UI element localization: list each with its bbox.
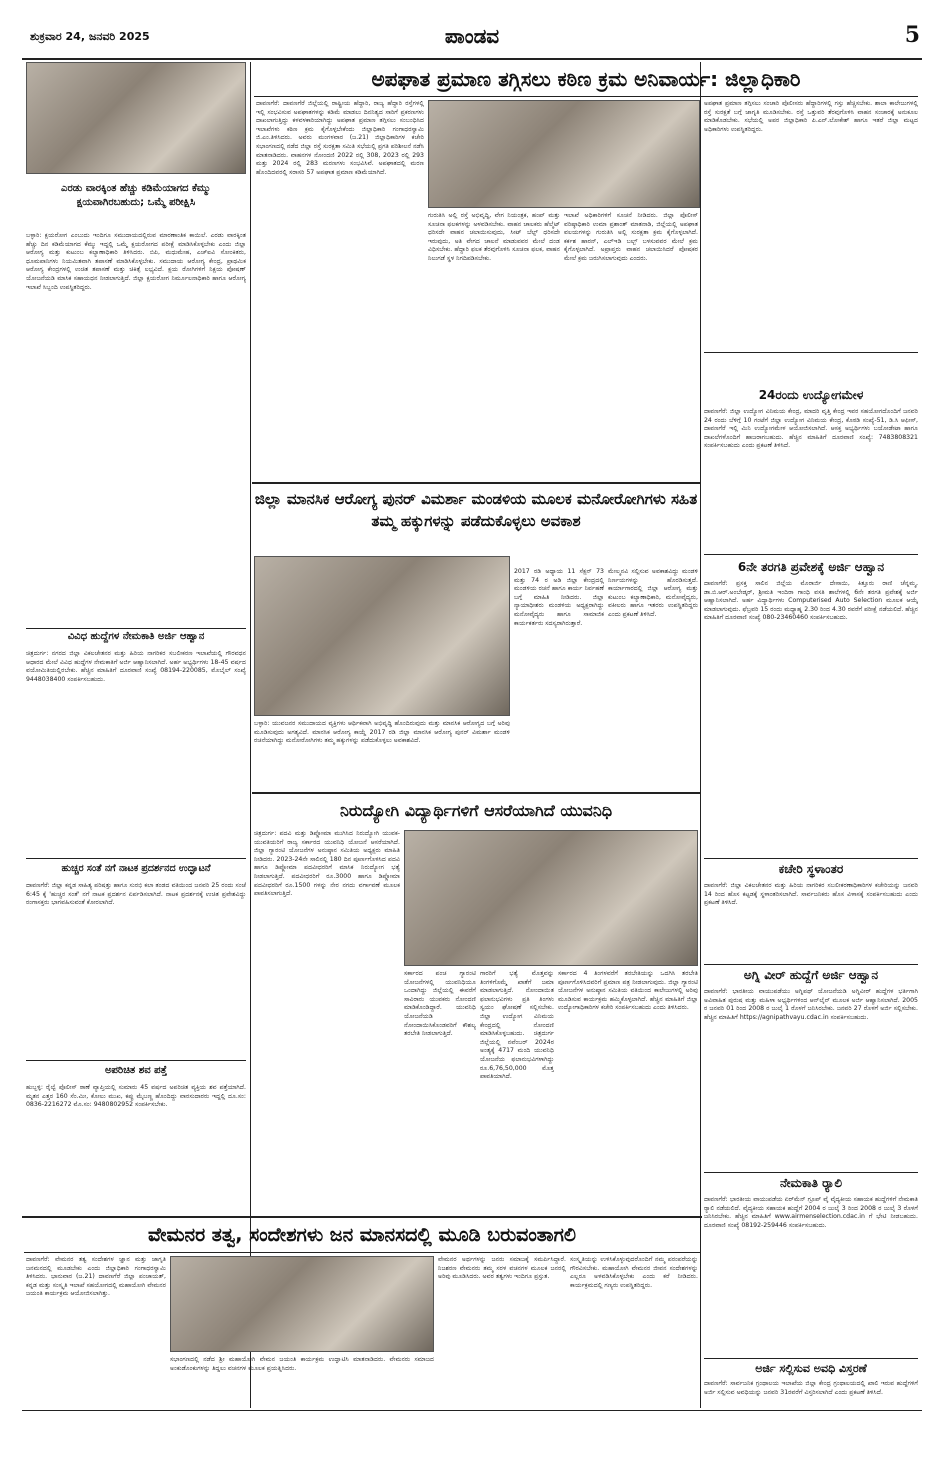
admission-headline: 6ನೇ ತರಗತಿ ಪ್ರವೇಶಕ್ಕೆ ಅರ್ಜಿ ಆಹ್ವಾನ — [737, 560, 885, 574]
job-fair-body: ದಾವಣಗೆರೆ: ಜಿಲ್ಲಾ ಉದ್ಯೋಗ ವಿನಿಮಯ ಕೇಂದ್ರ, ಮಾದರಿ ವೃತ್ತಿ ಕೇಂದ್ರ ಇವರ ಸಹಯೋಗದೊಂದಿಗೆ ಜನವರಿ 24 ರಂದು ಬೆಳಿಗ್ಗೆ 10 ಗಂಟೆಗೆ ಜಿಲ್ಲಾ ಉದ್ಯೋಗ ವಿನಿಮಯ ಕೇಂದ್ರ, ಕೊಠಡಿ ಸಂಖ್ಯೆ-51, ಡಿ.ಸಿ ಆಫೀಸ್, ದಾವಣಗೆರೆ ಇಲ್ಲಿ ಮಿನಿ ಉದ್ಯೋಗಮೇಳ ಆಯೋಜಿಸಲಾಗಿದೆ. ಆಸಕ್ತ ಅಭ್ಯರ್ಥಿಗಳು ಬಯೋಡೇಟಾ ಹಾಗೂ ದಾಖಲೆಗಳೊಂದಿಗೆ ಹಾಜರಾಗಬಹುದು. ಹೆಚ್ಚಿನ ಮಾಹಿತಿಗೆ ದೂರವಾಣಿ ಸಂಖ್ಯೆ: 7483808321 ಸಂಪರ್ಕಿಸಬಹುದು ಎಂದು ಪ್ರಕಟಣೆ ತಿಳಿಸಿದೆ. — [704, 408, 918, 450]
masthead — [22, 22, 922, 62]
deadline-headline: ಅರ್ಜಿ ಸಲ್ಲಿಸುವ ಅವಧಿ ವಿಸ್ತರಣೆ — [755, 1362, 867, 1375]
yuvanidhi-col-3: ಗಾರರಿಗೆ ಭತ್ಯೆ ಮೊತ್ತವನ್ನು ತಿಂಗಳಿಗೊಮ್ಮೆ ಖಾತೆಗೆ ಜಮಾ ಮಾಡಲಾಗುತ್ತಿದೆ. ನೋಂದಾಯಿತ ಫಲಾನುಭವಿಗಳು ಪ್ರತಿ ತಿಂಗಳು ಸ್ವಯಂ ಘೋಷಣೆ ಸಲ್ಲಿಸಬೇಕು. ಜಿಲ್ಲಾ ಉದ್ಯೋಗ ವಿನಿಮಯ ಕೇಂದ್ರದಲ್ಲಿ ನೋಂದಣಿ ಮಾಡಿಸಿಕೊಳ್ಳಬಹುದು. ಚಿತ್ರದುರ್ಗ ಜಿಲ್ಲೆಯಲ್ಲಿ ನವೆಂಬರ್ 2024ರ ಅಂತ್ಯಕ್ಕೆ 4717 ಮಂದಿ ಯುವನಿಧಿ ಯೋಜನೆಯ ಫಲಾನುಭವಿಗಳಾಗಿದ್ದು ರೂ.6,76,50,000 ಮೊತ್ತ ಪಾವತಿಯಾಗಿದೆ. — [480, 970, 554, 1081]
tb-screening-photo — [26, 62, 246, 174]
vemana-jayanti-photo — [170, 1256, 434, 1352]
rally-headline: ನೇಮಕಾತಿ ರ್‍ಯಾಲಿ — [779, 1176, 843, 1190]
vemana-col-1: ದಾವಣಗೆರೆ: ವೇಮನರ ತತ್ವ ಸಂದೇಶಗಳ ಜ್ಞಾನ ಮತ್ತು ಜಾಗೃತಿ ಜನಮನದಲ್ಲಿ ಮೂಡಬೇಕು ಎಂದು ಜಿಲ್ಲಾಧಿಕಾರಿ ಗಂಗಾಧರಸ್ವಾಮಿ ತಿಳಿಸಿದರು. ಭಾನುವಾರ (ಜ.21) ದಾವಣಗೆರೆ ಜಿಲ್ಲಾ ಪಂಚಾಯತ್, ಕನ್ನಡ ಮತ್ತು ಸಂಸ್ಕೃತಿ ಇಲಾಖೆ ಸಹಯೋಗದಲ್ಲಿ ಮಹಾಯೋಗಿ ವೇಮನರ ಜಯಂತಿ ಕಾರ್ಯಕ್ರಮ ಆಯೋಜಿಸಲಾಗಿತ್ತು. — [26, 1256, 166, 1298]
vemana-col-3: ವೇಮನರ ಅರ್ಥಗಳನ್ನು ಜನರು ಸಮಾಜಕ್ಕೆ ಸಮರ್ಪಿಸಿದ್ದಾರೆ. ನಿಜಶರಣ ವೇಮನರು ತಮ್ಮ ಸರಳ ವಚನಗಳ ಮೂಲಕ ಜನರಲ್ಲಿ ಅರಿವು ಮೂಡಿಸಿದರು. ಅವರ ತತ್ವಗಳು ಇಂದಿಗೂ ಪ್ರಸ್ತುತ. — [438, 1256, 566, 1281]
tb-story-headline: ಎರಡು ವಾರಕ್ಕಿಂತ ಹೆಚ್ಚು ಕಡಿಮೆಯಾಗದ ಕೆಮ್ಮು ಕ್ಷಯವಾಗಿರಬಹುದು; ಒಮ್ಮೆ ಪರೀಕ್ಷಿಸಿ — [61, 183, 211, 208]
drama-story-body: ದಾವಣಗೆರೆ: ಜಿಲ್ಲಾ ಕನ್ನಡ ಸಾಹಿತ್ಯ ಪರಿಷತ್ತು ಹಾಗೂ ಸುರಭಿ ಕಲಾ ತಂಡದ ವತಿಯಿಂದ ಜನವರಿ 25 ರಂದು ಸಂಜೆ 6:45 ಕ್ಕೆ 'ಹುಚ್ಚರ ಸಂತೆ' ನಗೆ ನಾಟಕ ಪ್ರದರ್ಶನ ಏರ್ಪಡಿಸಲಾಗಿದೆ. ನಾಟಕ ಪ್ರದರ್ಶನಕ್ಕೆ ಉಚಿತ ಪ್ರವೇಶವಿದ್ದು ರಂಗಾಸಕ್ತರು ಭಾಗವಹಿಸುವಂತೆ ಕೋರಲಾಗಿದೆ. — [26, 882, 246, 907]
vemana-headline: ವೇಮನರ ತತ್ವ, ಸಂದೇಶಗಳು ಜನ ಮಾನಸದಲ್ಲಿ ಮೂಡಿ ಬರುವಂತಾಗಲಿ — [148, 1224, 576, 1246]
mental-health-col-1: ಬಳ್ಳಾರಿ: ಯುವಜನರ ಸಮುದಾಯದ ವ್ಯಕ್ತಿಗಳು ಆರ್ಥಿಕವಾಗಿ ಅಭಿವೃದ್ಧಿ ಹೊಂದಿರುವುದು ಮತ್ತು ಮಾನಸಿಕ ಆರೋಗ್ಯದ ಬಗ್ಗೆ ಅರಿವು ಮೂಡಿಸುವುದು ಅಗತ್ಯವಿದೆ. ಮಾನಸಿಕ ಆರೋಗ್ಯ ಕಾಯ್ದೆ 2017 ರಡಿ ಜಿಲ್ಲಾ ಮಾನಸಿಕ ಆರೋಗ್ಯ ಪುನರ್ ವಿಮರ್ಶಾ ಮಂಡಳಿ ರಚನೆಯಾಗಿದ್ದು ಮನೋರೋಗಿಗಳು ತಮ್ಮ ಹಕ್ಕುಗಳನ್ನು ಪಡೆದುಕೊಳ್ಳಲು ಅವಕಾಶವಿದೆ. — [254, 720, 510, 745]
newspaper-name: ಪಾಂಡವ — [444, 24, 500, 48]
mental-health-board-photo — [254, 556, 510, 716]
agniveer-headline: ಅಗ್ನಿ ವೀರ್ ಹುದ್ದೆಗೆ ಅರ್ಜಿ ಆಹ್ವಾನ — [743, 968, 879, 982]
yuvanidhi-col-2: ಸರ್ಕಾರದ ಪಂಚ ಗ್ಯಾರಂಟಿ ಯೋಜನೆಗಳಲ್ಲಿ ಯುವನಿಧಿಯೂ ಒಂದಾಗಿದ್ದು ಜಿಲ್ಲೆಯಲ್ಲಿ ಈವರೆಗೆ ಸಾವಿರಾರು ಯುವಕರು ನೋಂದಣಿ ಮಾಡಿಕೊಂಡಿದ್ದಾರೆ. ಯುವನಿಧಿ ಯೋಜನೆಯಡಿ ನೋಂದಾಯಿಸಿಕೊಂಡವರಿಗೆ ಕೌಶಲ್ಯ ತರಬೇತಿ ನೀಡಲಾಗುತ್ತಿದೆ. — [404, 970, 476, 1038]
lead-col-4: ಇಲಾಖೆ ಅಧಿಕಾರಿಗಳಿಗೆ ಸೂಚನೆ ನೀಡಿದರು. ಜಿಲ್ಲಾ ಪೊಲೀಸ್ ವರಿಷ್ಠಾಧಿಕಾರಿ ಉಮಾ ಪ್ರಶಾಂತ್ ಮಾತನಾಡಿ, ಜಿಲ್ಲೆಯಲ್ಲಿ ಅಪಘಾತ ವಲಯಗಳನ್ನು ಗುರುತಿಸಿ ಅಲ್ಲಿ ಸುರಕ್ಷತಾ ಕ್ರಮ ಕೈಗೊಳ್ಳಲಾಗಿದೆ. ಕರ್ಕಶ ಹಾರನ್, ಎಲ್‌ಇಡಿ ಬಲ್ಬ್ ಬಳಸುವವರ ಮೇಲೆ ಕ್ರಮ ಕೈಗೊಳ್ಳಲಾಗಿದೆ. ಅಪ್ರಾಪ್ತರು ವಾಹನ ಚಲಾಯಿಸಿದರೆ ಪೋಷಕರ ಮೇಲೆ ಕ್ರಮ ಜರುಗಿಸಲಾಗುವುದು ಎಂದರು. — [564, 212, 698, 262]
yuvanidhi-event-photo — [404, 830, 698, 966]
jobs-story-body: ಚಿತ್ರದುರ್ಗ: ನಗರದ ಜಿಲ್ಲಾ ವಿಕಲಚೇತನರ ಮತ್ತು ಹಿರಿಯ ನಾಗರಿಕರ ಸಬಲೀಕರಣ ಇಲಾಖೆಯಲ್ಲಿ ಗೌರವಧನ ಆಧಾರದ ಮೇಲೆ ವಿವಿಧ ಹುದ್ದೆಗಳ ನೇಮಕಾತಿಗೆ ಅರ್ಜಿ ಆಹ್ವಾನಿಸಲಾಗಿದೆ. ಅರ್ಹ ಅಭ್ಯರ್ಥಿಗಳು 18-45 ವರ್ಷದ ವಯೋಮಿತಿಯಲ್ಲಿರಬೇಕು. ಹೆಚ್ಚಿನ ಮಾಹಿತಿಗೆ ದೂರವಾಣಿ ಸಂಖ್ಯೆ 08194-220085, ಮೊಬೈಲ್ ಸಂಖ್ಯೆ 9448038400 ಸಂಪರ್ಕಿಸಬಹುದು. — [26, 650, 246, 683]
page-number: 5 — [904, 22, 920, 48]
lead-col-3: ಗುರುತಿಸಿ ಅಲ್ಲಿ ರಸ್ತೆ ಅಭಿವೃದ್ಧಿ, ವೇಗ ನಿಯಂತ್ರಕ, ಹಂಪ್ ಮತ್ತು ಸೂಚನಾ ಫಲಕಗಳನ್ನು ಅಳವಡಿಸಬೇಕು. ವಾಹನ ಚಾಲಕರು ಹೆಲ್ಮೆಟ್ ಧರಿಸದೇ ವಾಹನ ಚಲಾಯಿಸುವುದು, ಸೀಟ್ ಬೆಲ್ಟ್ ಧರಿಸದೇ ಇರುವುದು, ಅತಿ ವೇಗದ ಚಾಲನೆ ಮಾಡುವವರ ಮೇಲೆ ದಂಡ ವಿಧಿಸಬೇಕು. ಹೆದ್ದಾರಿ ಫಲಕ ತೆರವುಗೊಳಿಸಿ ಸೂಚನಾ ಫಲಕ, ವಾಹನ ನಿಲುಗಡೆ ಸ್ಥಳ ನಿಗದಿಪಡಿಸಬೇಕು. — [428, 212, 560, 262]
office-shift-headline: ಕಚೇರಿ ಸ್ಥಳಾಂತರ — [778, 862, 844, 876]
lead-headline: ಅಪಘಾತ ಪ್ರಮಾಣ ತಗ್ಗಿಸಲು ಕಠಿಣ ಕ್ರಮ ಅನಿವಾರ್ಯ: ಜಿಲ್ಲಾಧಿಕಾರಿ — [371, 67, 801, 91]
lead-col-5: ಅಪಘಾತ ಪ್ರಮಾಣ ತಗ್ಗಿಸಲು ಸಂಚಾರಿ ಪೊಲೀಸರು ಹೆದ್ದಾರಿಗಳಲ್ಲಿ ಗಸ್ತು ಹೆಚ್ಚಿಸಬೇಕು. ಶಾಲಾ ಕಾಲೇಜುಗಳಲ್ಲಿ ರಸ್ತೆ ಸುರಕ್ಷತೆ ಬಗ್ಗೆ ಜಾಗೃತಿ ಮೂಡಿಸಬೇಕು. ರಸ್ತೆ ಒತ್ತುವರಿ ತೆರವುಗೊಳಿಸಿ ವಾಹನ ಸಂಚಾರಕ್ಕೆ ಅನುಕೂಲ ಮಾಡಿಕೊಡಬೇಕು. ಸಭೆಯಲ್ಲಿ ಅಪರ ಜಿಲ್ಲಾಧಿಕಾರಿ ಪಿ.ಎನ್.ಲೋಕೇಶ್ ಹಾಗೂ ಇತರೆ ಜಿಲ್ಲಾ ಮಟ್ಟದ ಅಧಿಕಾರಿಗಳು ಉಪಸ್ಥಿತರಿದ್ದರು. — [704, 100, 918, 133]
road-safety-meeting-photo — [428, 100, 700, 208]
mental-health-headline: ಜಿಲ್ಲಾ ಮಾನಸಿಕ ಆರೋಗ್ಯ ಪುನರ್ ವಿಮರ್ಶಾ ಮಂಡಳಿಯ ಮೂಲಕ ಮನೋರೋಗಿಗಳು ಸಹಿತ ತಮ್ಮ ಹಕ್ಕುಗಳನ್ನು ಪಡೆದುಕೊಳ್ಳಲು ಅವಕಾಶ — [254, 490, 698, 530]
jobs-story-headline: ವಿವಿಧ ಹುದ್ದೆಗಳ ನೇಮಕಾತಿ ಅರ್ಜಿ ಆಹ್ವಾನ — [67, 631, 205, 642]
yuvanidhi-col-1: ಚಿತ್ರದುರ್ಗ: ಪದವಿ ಮತ್ತು ಡಿಪ್ಲೋಮಾ ಮುಗಿಸಿದ ನಿರುದ್ಯೋಗಿ ಯುವಕ-ಯುವತಿಯರಿಗೆ ರಾಜ್ಯ ಸರ್ಕಾರದ ಯುವನಿಧಿ ಯೋಜನೆ ಆಸರೆಯಾಗಿದೆ. ಜಿಲ್ಲಾ ಗ್ಯಾರಂಟಿ ಯೋಜನೆಗಳ ಅನುಷ್ಠಾನ ಸಮಿತಿಯ ಅಧ್ಯಕ್ಷರು ಮಾಹಿತಿ ನೀಡಿದರು. 2023-24ನೇ ಸಾಲಿನಲ್ಲಿ 180 ದಿನ ಪೂರ್ಣಗೊಳಿಸಿದ ಪದವಿ ಹಾಗೂ ಡಿಪ್ಲೋಮಾ ಪದವೀಧರರಿಗೆ ಮಾಸಿಕ ನಿರುದ್ಯೋಗ ಭತ್ಯೆ ನೀಡಲಾಗುತ್ತಿದೆ. ಪದವೀಧರರಿಗೆ ರೂ.3000 ಹಾಗೂ ಡಿಪ್ಲೋಮಾ ಪದವೀಧರರಿಗೆ ರೂ.1500 ಗಳನ್ನು ನೇರ ನಗದು ವರ್ಗಾವಣೆ ಮೂಲಕ ಪಾವತಿಸಲಾಗುತ್ತಿದೆ. — [254, 830, 400, 898]
rally-body: ದಾವಣಗೆರೆ: ಭಾರತೀಯ ವಾಯುಪಡೆಯ ಏರ್‌ಮೆನ್ ಗ್ರೂಪ್ ವೈ ವೈದ್ಯಕೀಯ ಸಹಾಯಕ ಹುದ್ದೆಗಳಿಗೆ ನೇಮಕಾತಿ ರ್‍ಯಾಲಿ ನಡೆಯಲಿದೆ. ವೈದ್ಯಕೀಯ ಸಹಾಯಕ ಹುದ್ದೆಗೆ 2004 ರ ಜುಲೈ 3 ರಿಂದ 2008 ರ ಜುಲೈ 3 ರೊಳಗೆ ಜನಿಸಿರಬೇಕು. ಹೆಚ್ಚಿನ ಮಾಹಿತಿಗೆ www.airmenselection.cdac.in ಗೆ ಭೇಟಿ ನೀಡಬಹುದು. ದೂರವಾಣಿ ಸಂಖ್ಯೆ 08192-259446 ಸಂಪರ್ಕಿಸಬಹುದು. — [704, 1196, 918, 1229]
vemana-col-4: ಸಂಸ್ಕೃತಿಯನ್ನು ಉಳಿಸಿಕೊಳ್ಳುವುದರೊಂದಿಗೆ ನಮ್ಮ ಪರಂಪರೆಯನ್ನು ಗೌರವಿಸಬೇಕು. ಮಹಾಯೋಗಿ ವೇಮನರ ಜೀವನ ಸಂದೇಶಗಳನ್ನು ಎಲ್ಲರೂ ಅಳವಡಿಸಿಕೊಳ್ಳಬೇಕು ಎಂದು ಕರೆ ನೀಡಿದರು. ಕಾರ್ಯಕ್ರಮದಲ್ಲಿ ಗಣ್ಯರು ಉಪಸ್ಥಿತರಿದ್ದರು. — [570, 1256, 698, 1289]
yuvanidhi-col-4: ಸರ್ಕಾರದ 4 ತಿಂಗಳವರೆಗೆ ತರಬೇತಿಯನ್ನು ಒದಗಿಸಿ ತರಬೇತಿ ಪೂರ್ಣಗೊಳಿಸಿದವರಿಗೆ ಪ್ರಮಾಣ ಪತ್ರ ನೀಡಲಾಗುವುದು. ಜಿಲ್ಲಾ ಗ್ಯಾರಂಟಿ ಯೋಜನೆಗಳ ಅನುಷ್ಠಾನ ಸಮಿತಿಯ ವತಿಯಿಂದ ಕಾಲೇಜುಗಳಲ್ಲಿ ಅರಿವು ಮೂಡಿಸುವ ಕಾರ್ಯಕ್ರಮ ಹಮ್ಮಿಕೊಳ್ಳಲಾಗಿದೆ. ಹೆಚ್ಚಿನ ಮಾಹಿತಿಗೆ ಜಿಲ್ಲಾ ಉದ್ಯೋಗಾಧಿಕಾರಿಗಳ ಕಚೇರಿ ಸಂಪರ್ಕಿಸಬಹುದು ಎಂದು ತಿಳಿಸಿದರು. — [558, 970, 698, 1012]
mental-health-col-2: 2017 ರಡಿ ಅಧ್ಯಾಯ 11 ಸೆಕ್ಷನ್ 73 ಮತ್ತು 74 ರ ಅಡಿ ಜಿಲ್ಲಾ ಕೇಂದ್ರದಲ್ಲಿ ಮಂಡಳಿಯ ರಚನೆ ಹಾಗೂ ಕಾರ್ಯ ನಿರ್ವಹಣೆ ಬಗ್ಗೆ ಮಾಹಿತಿ ನೀಡಿದರು. ಜಿಲ್ಲಾ ನ್ಯಾಯಾಧೀಶರು ಮಂಡಳಿಯ ಅಧ್ಯಕ್ಷರಾಗಿದ್ದು ಮನೋವೈದ್ಯರು ಹಾಗೂ ಸಾಮಾಜಿಕ ಕಾರ್ಯಕರ್ತರು ಸದಸ್ಯರಾಗಿರುತ್ತಾರೆ. — [514, 568, 604, 627]
tb-story-body: ಬಳ್ಳಾರಿ: ಕ್ಷಯರೋಗ ಎಂಬುದು ಇಂದಿಗೂ ಸಮುದಾಯದಲ್ಲಿರುವ ಮಾರಣಾಂತಿಕ ಕಾಯಿಲೆ. ಎರಡು ವಾರಕ್ಕಿಂತ ಹೆಚ್ಚು ದಿನ ಕಡಿಮೆಯಾಗದ ಕೆಮ್ಮು ಇದ್ದಲ್ಲಿ ಒಮ್ಮೆ ಕ್ಷಯರೋಗದ ಪರೀಕ್ಷೆ ಮಾಡಿಸಿಕೊಳ್ಳಬೇಕು ಎಂದು ಜಿಲ್ಲಾ ಆರೋಗ್ಯ ಮತ್ತು ಕುಟುಂಬ ಕಲ್ಯಾಣಾಧಿಕಾರಿ ತಿಳಿಸಿದರು. ಬಿಪಿ, ಮಧುಮೇಹ, ಎಚ್‌ಐವಿ ಸೋಂಕಿತರು, ಧೂಮಪಾನಿಗಳು ನಿಯಮಿತವಾಗಿ ತಪಾಸಣೆ ಮಾಡಿಸಿಕೊಳ್ಳಬೇಕು. ಸಮುದಾಯ ಆರೋಗ್ಯ ಕೇಂದ್ರ, ಪ್ರಾಥಮಿಕ ಆರೋಗ್ಯ ಕೇಂದ್ರಗಳಲ್ಲಿ ಉಚಿತ ತಪಾಸಣೆ ಮತ್ತು ಚಿಕಿತ್ಸೆ ಲಭ್ಯವಿದೆ. ಕ್ಷಯ ರೋಗಿಗಳಿಗೆ ನಿಕ್ಷಯ ಪೋಷಣ್ ಯೋಜನೆಯಡಿ ಮಾಸಿಕ ಸಹಾಯಧನ ನೀಡಲಾಗುತ್ತಿದೆ. ಜಿಲ್ಲಾ ಕ್ಷಯರೋಗ ನಿರ್ಮೂಲನಾಧಿಕಾರಿ ಹಾಗೂ ಆರೋಗ್ಯ ಇಲಾಖೆ ಸಿಬ್ಬಂದಿ ಉಪಸ್ಥಿತರಿದ್ದರು. — [26, 232, 246, 291]
issue-date: ಶುಕ್ರವಾರ 24, ಜನವರಿ 2025 — [30, 30, 150, 43]
agniveer-body: ದಾವಣಗೆರೆ: ಭಾರತೀಯ ವಾಯುಪಡೆಯು ಅಗ್ನಿಪಥ್ ಯೋಜನೆಯಡಿ ಅಗ್ನಿವೀರ್ ಹುದ್ದೆಗಳ ಭರ್ತಿಗಾಗಿ ಅವಿವಾಹಿತ ಪುರುಷ ಮತ್ತು ಮಹಿಳಾ ಅಭ್ಯರ್ಥಿಗಳಿಂದ ಆನ್‌ಲೈನ್ ಮೂಲಕ ಅರ್ಜಿ ಆಹ್ವಾನಿಸಲಾಗಿದೆ. 2005 ರ ಜನವರಿ 01 ರಿಂದ 2008 ರ ಜುಲೈ 1 ರೊಳಗೆ ಜನಿಸಿರಬೇಕು. ಜನವರಿ 27 ರೊಳಗೆ ಅರ್ಜಿ ಸಲ್ಲಿಸಬೇಕು. ಹೆಚ್ಚಿನ ಮಾಹಿತಿಗೆ https://agnipathvayu.cdac.in ಸಂಪರ್ಕಿಸಬಹುದು. — [704, 988, 918, 1021]
body-found-body: ಹುಬ್ಬಳ್ಳಿ: ರೈಲ್ವೆ ಪೊಲೀಸ್ ಠಾಣೆ ವ್ಯಾಪ್ತಿಯಲ್ಲಿ ಸುಮಾರು 45 ವರ್ಷದ ಅಪರಿಚಿತ ವ್ಯಕ್ತಿಯ ಶವ ಪತ್ತೆಯಾಗಿದೆ. ಮೃತನ ಎತ್ತರ 160 ಸೆಂ.ಮೀ, ಕೋಲು ಮುಖ, ಕಪ್ಪು ಮೈಬಣ್ಣ ಹೊಂದಿದ್ದು ವಾರಸುದಾರರು ಇದ್ದಲ್ಲಿ ದೂ.ಸಂ: 0836-2216272 ಮೊ.ಸಂ: 9480802952 ಸಂಪರ್ಕಿಸಬೇಕು. — [26, 1084, 246, 1109]
masthead-rule — [22, 58, 922, 60]
mental-health-col-3: ಮೇಲ್ಮನವಿ ಸಲ್ಲಿಸುವ ಅವಕಾಶವಿದ್ದು ಮಂಡಳಿ ನಿರ್ಣಯಗಳನ್ನು ಹೊರಡಿಸುತ್ತದೆ. ಕಾರ್ಯಾಗಾರದಲ್ಲಿ ಜಿಲ್ಲಾ ಆರೋಗ್ಯ ಮತ್ತು ಕುಟುಂಬ ಕಲ್ಯಾಣಾಧಿಕಾರಿ, ಮನೋವೈದ್ಯರು, ವಕೀಲರು ಹಾಗೂ ಇತರರು ಉಪಸ್ಥಿತರಿದ್ದರು ಎಂದು ಪ್ರಕಟಣೆ ತಿಳಿಸಿದೆ. — [608, 568, 698, 618]
job-fair-headline: 24ರಂದು ಉದ್ಯೋಗಮೇಳ — [758, 388, 864, 402]
admission-body: ದಾವಣಗೆರೆ: ಪ್ರಸಕ್ತ ಸಾಲಿನ ಜಿಲ್ಲೆಯ ಮೊರಾರ್ಜಿ ದೇಸಾಯಿ, ಕಿತ್ತೂರು ರಾಣಿ ಚೆನ್ನಮ್ಮ, ಡಾ.ಬಿ.ಆರ್.ಅಂಬೇಡ್ಕರ್, ಶ್ರೀಮತಿ ಇಂದಿರಾ ಗಾಂಧಿ ವಸತಿ ಶಾಲೆಗಳಲ್ಲಿ 6ನೇ ತರಗತಿ ಪ್ರವೇಶಕ್ಕೆ ಅರ್ಜಿ ಆಹ್ವಾನಿಸಲಾಗಿದೆ. ಅರ್ಹ ವಿದ್ಯಾರ್ಥಿಗಳು Computerised Auto Selection ಮೂಲಕ ಆಯ್ಕೆ ಮಾಡಲಾಗುವುದು. ಫೆಬ್ರವರಿ 15 ರಂದು ಮಧ್ಯಾಹ್ನ 2.30 ರಿಂದ 4.30 ರವರೆಗೆ ಪರೀಕ್ಷೆ ನಡೆಯಲಿದೆ. ಹೆಚ್ಚಿನ ಮಾಹಿತಿಗೆ ದೂರವಾಣಿ ಸಂಖ್ಯೆ 080-23460460 ಸಂಪರ್ಕಿಸಬಹುದು. — [704, 580, 918, 622]
lead-col-1: ದಾವಣಗೆರೆ: ದಾವಣಗೆರೆ ಜಿಲ್ಲೆಯಲ್ಲಿ ರಾಷ್ಟ್ರೀಯ ಹೆದ್ದಾರಿ, ರಾಜ್ಯ ಹೆದ್ದಾರಿ ರಸ್ತೆಗಳಲ್ಲಿ ಇಲ್ಲಿ ಸಂಭವಿಸುವ ಅಪಘಾತಗಳನ್ನು ಕಡಿಮೆ ಮಾಡಲು ದಿನನಿತ್ಯದ ಸಾರಿಗೆ ಪ್ರಕರಣಗಳು ದಾಖಲಾಗುತ್ತಿದ್ದು ಕಳವಳಕಾರಿಯಾಗಿದ್ದು ಅಪಘಾತ ಪ್ರಮಾಣ ತಗ್ಗಿಸಲು ಸಂಬಂಧಿಸಿದ ಇಲಾಖೆಗಳು ಕಠಿಣ ಕ್ರಮ ಕೈಗೊಳ್ಳಬೇಕೆಂದು ಜಿಲ್ಲಾಧಿಕಾರಿ ಗಂಗಾಧರಸ್ವಾಮಿ ಜಿ.ಎಂ.ತಿಳಿಸಿದರು. ಅವರು ಮಂಗಳವಾರ (ಜ.21) ಜಿಲ್ಲಾಧಿಕಾರಿಗಳ ಕಚೇರಿ ಸಭಾಂಗಣದಲ್ಲಿ ನಡೆದ ಜಿಲ್ಲಾ ರಸ್ತೆ ಸುರಕ್ಷತಾ ಸಮಿತಿ ಸಭೆಯಲ್ಲಿ ಪ್ರಗತಿ ಪರಿಶೀಲನೆ ನಡೆಸಿ ಮಾತನಾಡಿದರು. ವಾಹನಗಳ ನೋಂದಣಿ 2022 ರಲ್ಲಿ 308, 2023 ರಲ್ಲಿ 293 ಮತ್ತು 2024 ರಲ್ಲಿ 283 ಮರಣಗಳು ಸಂಭವಿಸಿವೆ. ಅಪಘಾತದಲ್ಲಿ ಮರಣ ಹೊಂದಿದವರಲ್ಲಿ ಸರಾಸರಿ 57 ಅಪಘಾತ ಪ್ರಮಾಣ ಕಡಿಮೆಯಾಗಿದೆ. — [256, 100, 424, 176]
drama-story-headline: ಹುಚ್ಚರ ಸಂತೆ ನಗೆ ನಾಟಕ ಪ್ರದರ್ಶನದ ಉದ್ಘಾಟನೆ — [61, 863, 211, 874]
yuvanidhi-headline: ನಿರುದ್ಯೋಗಿ ವಿದ್ಯಾರ್ಥಿಗಳಿಗೆ ಆಸರೆಯಾಗಿದೆ ಯುವನಿಧಿ — [339, 801, 613, 820]
deadline-body: ದಾವಣಗೆರೆ: ಸಾರ್ವಜನಿಕ ಗ್ರಂಥಾಲಯ ಇಲಾಖೆಯ ಜಿಲ್ಲಾ ಕೇಂದ್ರ ಗ್ರಂಥಾಲಯದಲ್ಲಿ ಖಾಲಿ ಇರುವ ಹುದ್ದೆಗಳಿಗೆ ಅರ್ಜಿ ಸಲ್ಲಿಸುವ ಅವಧಿಯನ್ನು ಜನವರಿ 31ರವರೆಗೆ ವಿಸ್ತರಿಸಲಾಗಿದೆ ಎಂದು ಪ್ರಕಟಣೆ ತಿಳಿಸಿದೆ. — [704, 1380, 918, 1396]
office-shift-body: ದಾವಣಗೆರೆ: ಜಿಲ್ಲಾ ವಿಕಲಚೇತನರ ಮತ್ತು ಹಿರಿಯ ನಾಗರಿಕರ ಸಬಲೀಕರಣಾಧಿಕಾರಿಗಳ ಕಚೇರಿಯನ್ನು ಜನವರಿ 14 ರಿಂದ ಹೊಸ ಕಟ್ಟಡಕ್ಕೆ ಸ್ಥಳಾಂತರಿಸಲಾಗಿದೆ. ಸಾರ್ವಜನಿಕರು ಹೊಸ ವಿಳಾಸಕ್ಕೆ ಸಂಪರ್ಕಿಸಬಹುದು ಎಂದು ಪ್ರಕಟಣೆ ತಿಳಿಸಿದೆ. — [704, 882, 918, 907]
vemana-col-2: ಸಭಾಂಗಣದಲ್ಲಿ ನಡೆದ ಶ್ರೀ ಮಹಾಯೋಗಿ ವೇಮನ ಜಯಂತಿ ಕಾರ್ಯಕ್ರಮ ಉದ್ಘಾಟಿಸಿ ಮಾತನಾಡಿದರು. ವೇಮನರು ಸಮಾಜದ ಅಂಕುಡೊಂಕುಗಳನ್ನು ತಿದ್ದಲು ವಚನಗಳ ಮೂಲಕ ಪ್ರಯತ್ನಿಸಿದರು. — [170, 1356, 434, 1372]
body-found-headline: ಅಪರಿಚಿತ ಶವ ಪತ್ತೆ — [104, 1065, 168, 1076]
